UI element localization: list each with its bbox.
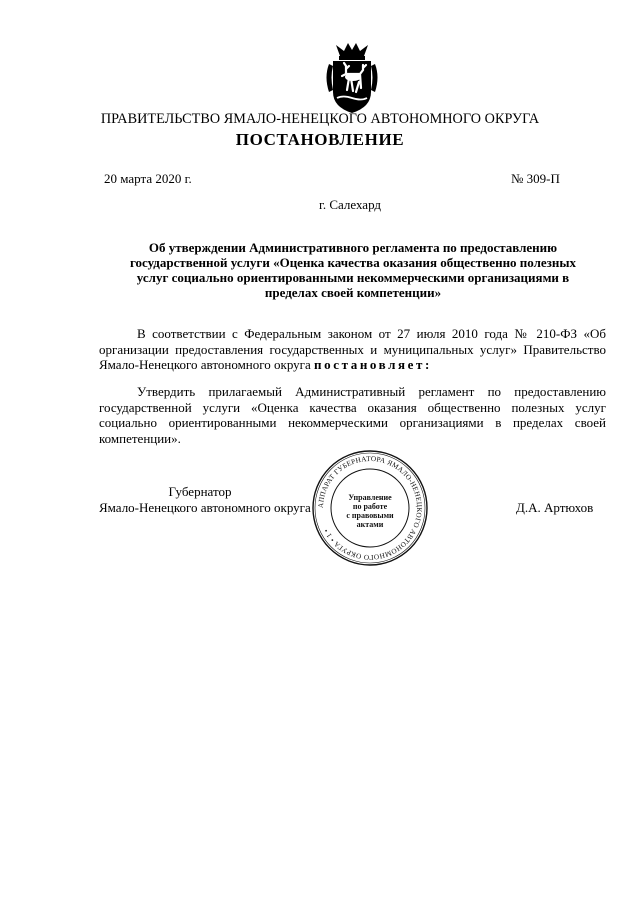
seal-line-4: актами — [356, 520, 384, 529]
official-seal-icon — [310, 448, 430, 568]
body-paragraph-1-text: В соответствии с Федеральным законом от 27 июля 2010 года № 210-ФЗ «Об организации предоставления государственных и муниципальных услуг» Правительство Ямало-Ненецкого автономного округа — [99, 326, 606, 372]
coat-of-arms-icon — [323, 42, 381, 116]
document-city: г. Салехард — [318, 197, 382, 212]
document-type: ПОСТАНОВЛЕНИЕ — [235, 130, 405, 149]
document-date: 20 марта 2020 г. — [104, 171, 192, 186]
seal-ring-text: АППАРАТ ГУБЕРНАТОРА ЯМАЛО-НЕНЕЦКОГО АВТОНОМНОГО ОКРУГА • 1 • — [316, 454, 424, 562]
body-paragraph-2 — [99, 384, 606, 446]
document-title: Об утверждении Административного регламента по предоставлению государственной услуги «Оценка качества оказания общественно полезных услуг социально ориентированными некоммерческими организациями в пределах своей компетенции» — [129, 240, 577, 300]
signature-region: Ямало-Ненецкого автономного округа — [99, 500, 311, 515]
body-paragraph-1 — [99, 326, 606, 373]
seal-line-1: Управление — [348, 493, 392, 502]
decree-keyword: постановляет: — [314, 357, 432, 372]
seal-line-2: по работе — [352, 502, 388, 511]
signatory-name: Д.А. Артюхов — [516, 500, 594, 515]
body-paragraph-2-text: Утвердить прилагаемый Административный регламент по предоставлению государственной услуги «Оценка качества оказания общественно полезных услуг социально ориентированными некоммерческими организациями в пределах своей компетенции». — [99, 384, 606, 446]
document-number: № 309-П — [511, 171, 560, 186]
government-name: ПРАВИТЕЛЬСТВО ЯМАЛО-НЕНЕЦКОГО АВТОНОМНОГО ОКРУГА — [100, 111, 540, 127]
signature-title: Губернатор — [168, 484, 232, 499]
seal-line-3: с правовыми — [346, 511, 394, 520]
